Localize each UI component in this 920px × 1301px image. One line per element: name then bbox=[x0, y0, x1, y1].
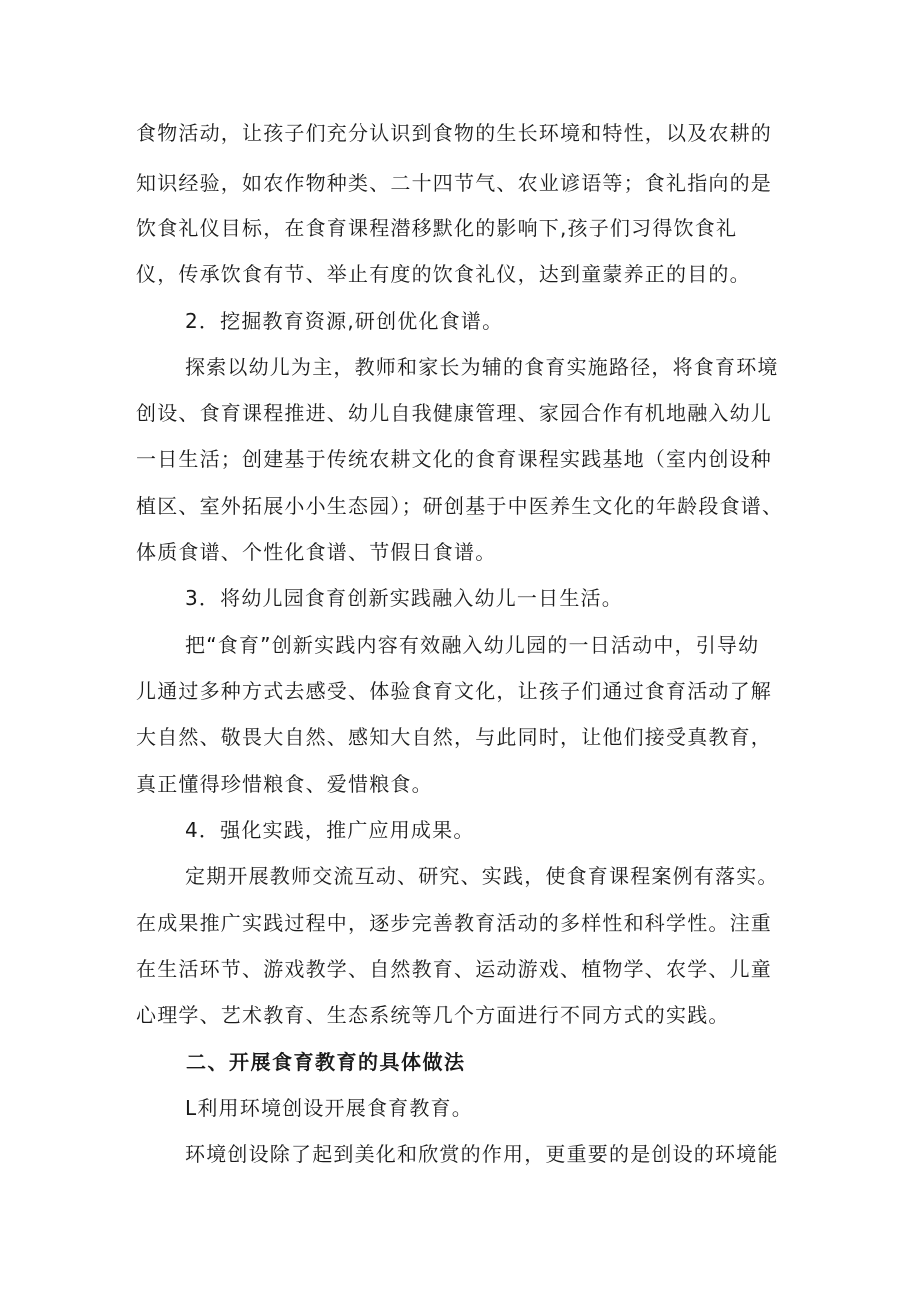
paragraph-line: 大自然、敬畏大自然、感知大自然，与此同时，让他们接受真教育， bbox=[136, 725, 772, 749]
paragraph-line: 探索以幼儿为主，教师和家长为辅的食育实施路径，将食育环境 bbox=[185, 355, 779, 379]
paragraph-line: 植区、室外拓展小小生态园）；研创基于中医养生文化的年龄段食谱、 bbox=[136, 494, 784, 518]
paragraph-line: 饮食礼仪目标，在食育课程潜移默化的影响下,孩子们习得饮食礼 bbox=[136, 216, 738, 240]
paragraph-line: 定期开展教师交流互动、研究、实践，使食育课程案例有落实。 bbox=[185, 864, 779, 888]
paragraph-line: 儿通过多种方式去感受、体验食育文化，让孩子们通过食育活动了解 bbox=[136, 679, 772, 703]
paragraph-line: 一日生活；创建基于传统农耕文化的食育课程实践基地（室内创设种 bbox=[136, 447, 772, 471]
section-heading: 二、开展食育教育的具体做法 bbox=[186, 1050, 466, 1074]
section-item-1: L利用环境创设开展食育教育。 bbox=[185, 1096, 473, 1120]
paragraph-line: 创设、食育课程推进、幼儿自我健康管理、家园合作有机地融入幼儿 bbox=[136, 401, 772, 425]
paragraph-line: 食物活动，让孩子们充分认识到食物的生长环境和特性，以及农耕的 bbox=[136, 121, 772, 145]
paragraph-line: 仪，传承饮食有节、举止有度的饮食礼仪，达到童蒙养正的目的。 bbox=[136, 262, 751, 286]
paragraph-line: 心理学、艺术教育、生态系统等几个方面进行不同方式的实践。 bbox=[136, 1003, 730, 1027]
paragraph-line: 体质食谱、个性化食谱、节假日食谱。 bbox=[136, 540, 497, 564]
section-item-3: 3．将幼儿园食育创新实践融入幼儿一日生活。 bbox=[185, 586, 623, 610]
paragraph-line: 真正懂得珍惜粮食、爱惜粮食。 bbox=[136, 772, 433, 796]
paragraph-line: 环境创设除了起到美化和欣赏的作用，更重要的是创设的环境能 bbox=[185, 1142, 779, 1166]
paragraph-line: 在成果推广实践过程中，逐步完善教育活动的多样性和科学性。注重 bbox=[136, 911, 772, 935]
paragraph-line: 知识经验，如农作物种类、二十四节气、农业谚语等；食礼指向的是 bbox=[136, 171, 772, 195]
section-item-2: 2．挖掘教育资源,研创优化食谱。 bbox=[185, 309, 504, 333]
paragraph-line: 把“食育”创新实践内容有效融入幼儿园的一日活动中，引导幼 bbox=[185, 633, 760, 657]
section-item-4: 4．强化实践，推广应用成果。 bbox=[185, 818, 475, 842]
paragraph-line: 在生活环节、游戏教学、自然教育、运动游戏、植物学、农学、儿童 bbox=[136, 957, 772, 981]
